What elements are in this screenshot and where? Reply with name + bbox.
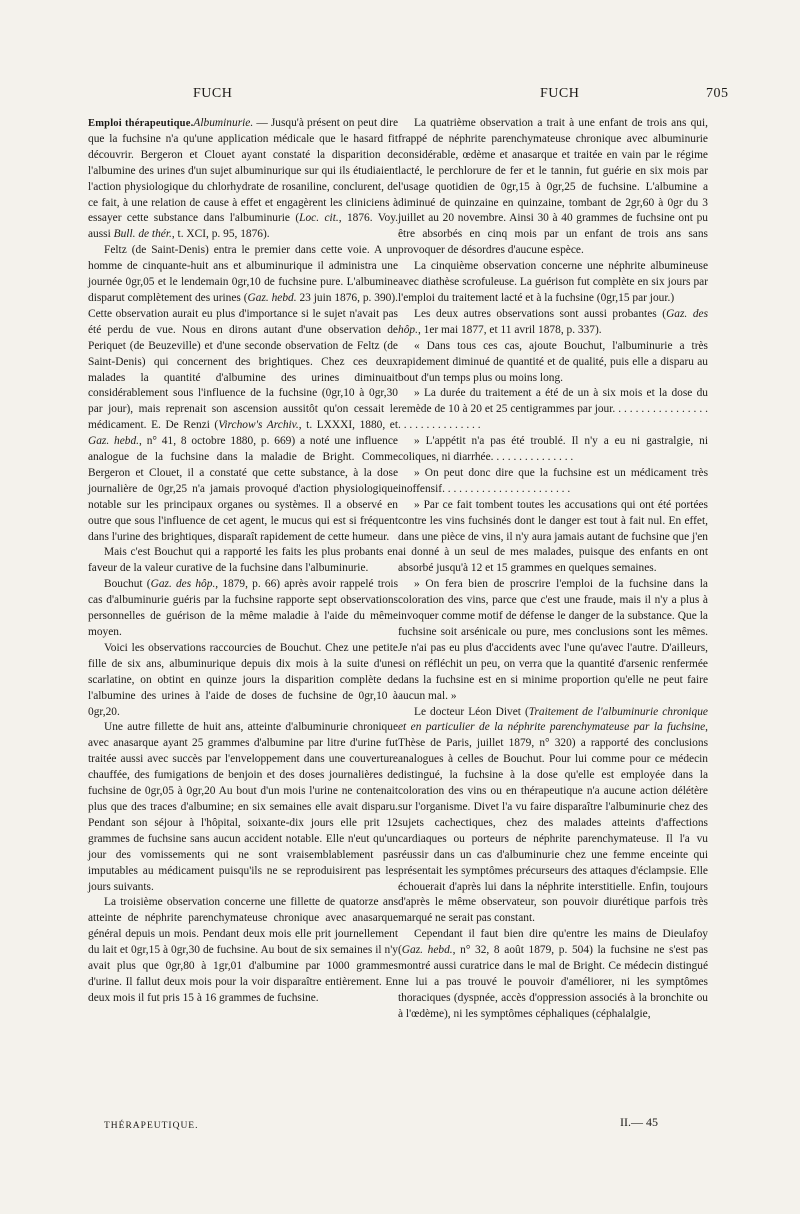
quote-paragraph: » La durée du traitement a été de un à six mois et la dose du remède de 10 à 20 et 25 centigrammes par jour. . . . . . . . . . . . . . . . . . . . . . . . . . . . . . . . [398, 387, 708, 432]
paragraph-text: Feltz (de Saint-Denis) entra le premier dans cette voie. A un homme de cinquante-huit ans et albuminurique il administra une journée 0gr,05 et le lendemain 0gr,10 de fuchsine pure. L'albumine disparut complètement des urines ( [88, 244, 398, 304]
section-subject: Albuminurie. [193, 117, 254, 129]
quote-paragraph: » On fera bien de proscrire l'emploi de la fuchsine dans la coloration des vins, parce que c'est une fraude, mais il n'y a plus à invoquer comme motif de défense le danger de la substance. Que la fuchsine soit arsénicale ou pure, mes conclusions sont les mêmes. Je n'ai pas eu plus d'accidents avec l'une qu'avec l'autre. D'ailleurs, si on réfléchit un peu, on verra que la quantité d'arsenic renfermée dans la fuchsine est en si minime proportion qu'elle ne peut faire aucun mal. » [398, 578, 708, 702]
section-lead: Emploi thérapeutique. [88, 118, 194, 129]
right-column [398, 116, 708, 1023]
citation: Virchow's Archiv. [218, 419, 299, 432]
paragraph [398, 927, 708, 1022]
citation: Gaz. hebd. [247, 291, 297, 304]
citation: Gaz. des hôp. [150, 578, 216, 591]
paragraph-text: — Jusqu'à présent on peut dire que la fuchsine n'a qu'une application médicale que le hasard fit découvrir. Bergeron et Clouet ayant constaté la disparition de l'albumine des urines d'un sujet albuminurique sur qui ils étudiaient l'action physiologique du chlorhydrate de rosaniline, conclurent, de ce fait, à une relation de cause à effet et engagèrent les cliniciens à essayer cette substance dans l'albuminurie ( [88, 117, 399, 225]
paragraph-text: , 1879, p. 66) après avoir rappelé trois cas d'albuminurie guéris par la fuchsine rapporte sept observations personnelles de guérison de la même maladie à l'aide du même moyen. [88, 578, 399, 638]
paragraph [88, 577, 398, 641]
paragraph: La cinquième observation concerne une néphrite albumineuse avec diathèse scrofuleuse. La guérison fut complète en six jours par l'emploi du traitement lacté et à la fuchsine (0gr,15 par jour.) [398, 260, 708, 304]
paragraph-text: 23 juin 1876, p. 390). Cette observation aurait eu plus d'importance si le sujet n'avait pas été perdu de vue. Nous en dirons autant d'une observation de Periquet (de Beuzeville) et d'une seconde observation de Feltz (de Saint-Denis) qui concernent des brightiques. Chez ces deux malades la quantité d'albumine des urines diminuait considérablement sous l'influence de la fuchsine (0gr,10 à 0gr,30 par jour), mais reprenait son ascension aussitôt qu'on cessait le médicament. E. De Renzi ( [88, 291, 398, 432]
paragraph [88, 116, 398, 243]
quote-paragraph: » On peut donc dire que la fuchsine est un médicament très inoffensif. . . . . . . . . . . . . . . . . . . . . . . [398, 466, 708, 495]
citation: Loc. cit. [299, 212, 339, 225]
citation: Bull. de thér. [113, 228, 172, 241]
quote-paragraph: » L'appétit n'a pas été troublé. Il n'y a eu ni gastralgie, ni coliques, ni diarrhée. . . . . . . . . . . . . . . [398, 435, 708, 464]
quote-paragraph: » Par ce fait tombent toutes les accusations qui ont été portées contre les vins fuchsinés dont le danger est tout à fait nul. En effet, dans une pièce de vins, il n'y aura jamais autant de fuchsine que j'en ai donné à un seul de mes malades, puisque des enfants en ont absorbé jusqu'à 12 et 15 grammes en quelques semaines. [398, 498, 708, 575]
left-column [88, 116, 398, 1007]
paragraph-text: Bouchut ( [104, 578, 151, 591]
paragraph [398, 705, 708, 928]
paragraph-text: , Thèse de Paris, juillet 1879, n° 320) a rapporté des conclusions analogues à celles de Bouchut. Pour lui comme pour ce médecin distingué, la fuchsine à la dose qu'elle est employée dans la coloration des vins ou en thérapeutique n'a aucune action délétère sur l'organisme. Divet l'a vu faire disparaître l'albuminurie chez des sujets cachectiques, chez des malades atteints d'affections cardiaques ou porteurs de néphrite parenchymateuse. Il l'a vu réussir dans un cas d'albuminurie chez une femme enceinte qui présentait les symptômes précurseurs des attaques d'éclampsie. Elle échouerait d'après lui dans la néphrite interstitielle. Enfin, toujours d'après le même observateur, son pouvoir diurétique parfois très marqué ne serait pas constant. [398, 721, 708, 925]
citation: Gaz. hebd. [401, 944, 453, 957]
footer-volume-sheet: II.— 45 [620, 1115, 658, 1129]
paragraph-text: , n° 41, 8 octobre 1880, p. 669) a noté une influence analogue de la fuchsine dans la maladie de Bright. Comme Bergeron et Clouet, il a constaté que cette substance, à la dose journalière de 0gr,25 n'a jamais provoqué d'action physiologique notable sur les principaux organes ou systèmes. Il a observé en outre que sous l'influence de cet agent, le mucus qui est si fréquent dans l'urine des brightiques, disparaît rapidement de cette humeur. [88, 435, 398, 543]
paragraph-text: , t. LXXXI, 1880, et [298, 419, 398, 432]
paragraph [88, 243, 398, 545]
running-head-right: FUCH [540, 86, 580, 101]
paragraph-text: Le docteur Léon Divet ( [414, 705, 529, 718]
paragraph: La quatrième observation a trait à une enfant de trois ans qui, frappé de néphrite parenchymateuse chronique avec albuminurie considérable, œdème et anasarque et traitée en vain par le régime lacté, le perchlorure de fer et le tannin, fut guérie en six mois par l'usage quotidien de 0gr,15 à 0gr,25 de fuchsine. L'albumine a diminué de quinzaine en quinzaine, tombant de 2gr,60 à 0gr du 3 juillet au 20 novembre. Ainsi 30 à 40 grammes de fuchsine ont pu être absorbés en cinq mois par un enfant de trois ans sans provoquer de désordres d'aucune espèce. [398, 117, 708, 257]
running-head-left: FUCH [193, 86, 233, 101]
citation: Gaz. des hôp. [398, 307, 708, 336]
paragraph-text: Cependant il faut bien dire qu'entre les mains de Dieulafoy ( [398, 928, 708, 957]
footer-signature: THÉRAPEUTIQUE. [104, 1121, 199, 1131]
quote-paragraph: « Dans tous ces cas, ajoute Bouchut, l'albuminurie a très rapidement diminué de quantité et de qualité, puis elle a disparu au bout d'un temps plus ou moins long. [398, 339, 708, 384]
citation: Gaz. hebd. [88, 435, 140, 448]
paragraph: Voici les observations raccourcies de Bouchut. Chez une petite fille de six ans, albuminurique depuis dix mois à la suite d'une scarlatine, on obtint en quinze jours la disparition complète de l'albumine des urines à l'aide de doses de fuchsine de 0gr,10 à 0gr,20. [88, 641, 398, 718]
paragraph-text: , 1876. Voy. aussi [88, 212, 399, 241]
paragraph [398, 307, 708, 339]
paragraph: Une autre fillette de huit ans, atteinte d'albuminurie chronique avec anasarque ayant 25 grammes d'albumine par litre d'urine fut traitée aussi avec succès par l'enveloppement dans une couverture chauffée, des fumigations de benjoin et des doses journalières de fuchsine de 0gr,05 à 0gr,20 Au bout d'un mois l'urine ne contenait plus que des traces d'albumine; en six semaines elle avait disparu. Pendant son séjour à l'hôpital, soixante-dix jours elle prit 12 grammes de fuchsine sans aucun accident notable. Elle n'eut qu'un jour des vomissements qui ne sont vraisemblablement pas imputables au médicament puisqu'ils ne se reproduisirent pas les jours suivants. [88, 721, 398, 893]
page-number: 705 [706, 86, 729, 101]
paragraph-text: , n° 32, 8 août 1879, p. 504) la fuchsine ne s'est pas montré aussi curatrice dans le mal de Bright. Ce médecin distingué ne lui a pas trouvé le pouvoir d'améliorer, ni les symptômes thoraciques (dyspnée, accès d'oppression associés à la bronchite ou à l'œdème), ni les symptômes céphaliques (céphalalgie, [398, 944, 708, 1020]
paragraph-text: , 1er mai 1877, et 11 avril 1878, p. 337). [417, 323, 602, 336]
paragraph-text: Les deux autres observations sont aussi probantes ( [414, 307, 667, 320]
paragraph-text: , t. XCI, p. 95, 1876). [171, 228, 270, 241]
paragraph: Mais c'est Bouchut qui a rapporté les faits les plus probants en faveur de la valeur curative de la fuchsine dans l'albuminurie. [88, 546, 398, 575]
paragraph: La troisième observation concerne une fillette de quatorze ans atteinte de néphrite parenchymateuse chronique avec anasarque général depuis un mois. Pendant deux mois elle prit journellement du lait et 0gr,15 à 0gr,30 de fuchsine. Au bout de six semaines il n'y avait plus que 0gr,80 à 1gr,01 d'albumine par 1000 grammes d'urine. Il fallut deux mois pour la voir disparaître entièrement. En deux mois il fut pris 15 à 16 grammes de fuchsine. [88, 896, 398, 1004]
citation: Traitement de l'albuminurie chronique et en particulier de la néphrite parenchymateuse par la fuchsine [398, 705, 708, 734]
